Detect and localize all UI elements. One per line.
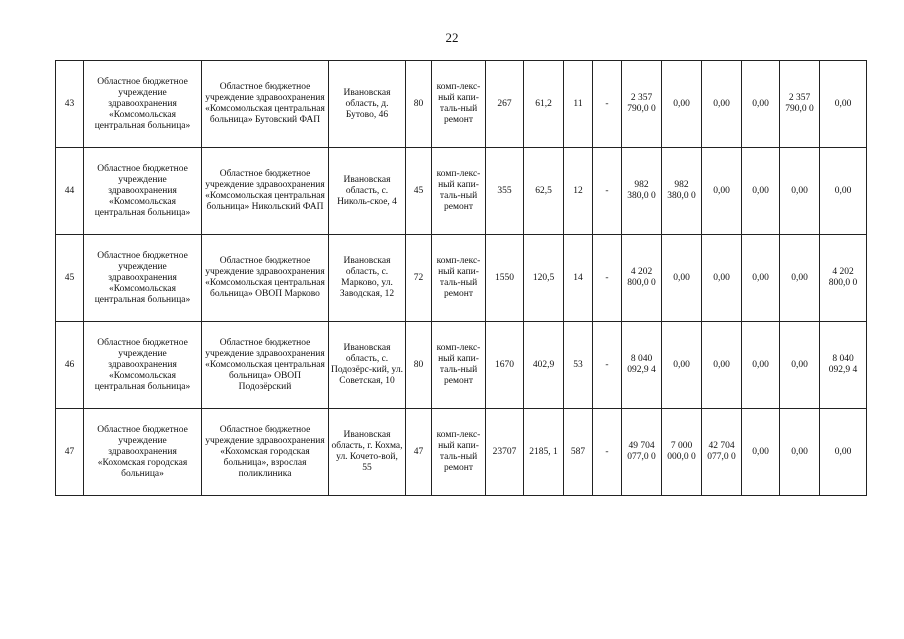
cell-col4: 80 (406, 61, 432, 148)
funding-col4: 0,00 (780, 409, 820, 496)
repair-registry-table (55, 60, 867, 496)
cell-col7: 61,2 (524, 61, 564, 148)
funding-col4: 0,00 (780, 148, 820, 235)
work-type: комп-лекс-ный капи-таль-ный ремонт (432, 148, 486, 235)
cell-col8: 12 (564, 148, 593, 235)
facility-name: Областное бюджетное учреждение здравоохранения «Комсомольская центральная больница» ОВОП Подозёрский (202, 322, 329, 409)
row-number: 47 (56, 409, 84, 496)
funding-col3: 0,00 (742, 409, 780, 496)
institution-name: Областное бюджетное учреждение здравоохранения «Кохомская городская больница» (84, 409, 202, 496)
cell-col9: - (593, 409, 622, 496)
cell-col4: 45 (406, 148, 432, 235)
cell-col4: 80 (406, 322, 432, 409)
funding-col5: 8 040 092,9 4 (820, 322, 867, 409)
institution-name: Областное бюджетное учреждение здравоохранения «Комсомольская центральная больница» (84, 61, 202, 148)
funding-col3: 0,00 (742, 322, 780, 409)
cell-col6: 1550 (486, 235, 524, 322)
funding-col4: 2 357 790,0 0 (780, 61, 820, 148)
work-type: комп-лекс-ный капи-таль-ный ремонт (432, 409, 486, 496)
cell-col6: 355 (486, 148, 524, 235)
funding-col5: 0,00 (820, 148, 867, 235)
funding-col2: 0,00 (702, 148, 742, 235)
funding-col1: 0,00 (662, 322, 702, 409)
table-row (56, 235, 867, 322)
work-type: комп-лекс-ный капи-таль-ный ремонт (432, 322, 486, 409)
funding-col3: 0,00 (742, 61, 780, 148)
funding-col2: 42 704 077,0 0 (702, 409, 742, 496)
page-number: 22 (445, 30, 459, 45)
funding-col4: 0,00 (780, 235, 820, 322)
funding-col2: 0,00 (702, 322, 742, 409)
table-row (56, 409, 867, 496)
cell-col8: 11 (564, 61, 593, 148)
work-type: комп-лекс-ный капи-таль-ный ремонт (432, 61, 486, 148)
cell-col8: 587 (564, 409, 593, 496)
row-number: 43 (56, 61, 84, 148)
cell-col7: 62,5 (524, 148, 564, 235)
table-row (56, 148, 867, 235)
funding-col1: 0,00 (662, 61, 702, 148)
cell-col8: 53 (564, 322, 593, 409)
cell-col9: - (593, 235, 622, 322)
table-row (56, 61, 867, 148)
funding-col1: 7 000 000,0 0 (662, 409, 702, 496)
cell-col7: 120,5 (524, 235, 564, 322)
table-row (56, 322, 867, 409)
cell-col9: - (593, 148, 622, 235)
funding-col4: 0,00 (780, 322, 820, 409)
funding-col1: 0,00 (662, 235, 702, 322)
cell-col6: 267 (486, 61, 524, 148)
facility-name: Областное бюджетное учреждение здравоохранения «Комсомольская центральная больница» ОВОП Марково (202, 235, 329, 322)
funding-col1: 982 380,0 0 (662, 148, 702, 235)
facility-address: Ивановская область, с. Марково, ул. Заводская, 12 (329, 235, 406, 322)
cell-col7: 402,9 (524, 322, 564, 409)
work-type: комп-лекс-ный капи-таль-ный ремонт (432, 235, 486, 322)
total-cost: 2 357 790,0 0 (622, 61, 662, 148)
facility-address: Ивановская область, с. Николь-ское, 4 (329, 148, 406, 235)
cell-col9: - (593, 322, 622, 409)
total-cost: 982 380,0 0 (622, 148, 662, 235)
facility-name: Областное бюджетное учреждение здравоохранения «Комсомольская центральная больница» Никольский ФАП (202, 148, 329, 235)
cell-col6: 1670 (486, 322, 524, 409)
cell-col8: 14 (564, 235, 593, 322)
funding-col3: 0,00 (742, 235, 780, 322)
cell-col6: 23707 (486, 409, 524, 496)
row-number: 44 (56, 148, 84, 235)
facility-address: Ивановская область, д. Бутово, 46 (329, 61, 406, 148)
cell-col4: 47 (406, 409, 432, 496)
funding-col5: 0,00 (820, 409, 867, 496)
total-cost: 4 202 800,0 0 (622, 235, 662, 322)
facility-name: Областное бюджетное учреждение здравоохранения «Кохомская городская больница», взрослая поликлиника (202, 409, 329, 496)
facility-address: Ивановская область, г. Кохма, ул. Кочето-вой, 55 (329, 409, 406, 496)
funding-col5: 4 202 800,0 0 (820, 235, 867, 322)
facility-address: Ивановская область, с. Подозёрс-кий, ул. Советская, 10 (329, 322, 406, 409)
cell-col9: - (593, 61, 622, 148)
institution-name: Областное бюджетное учреждение здравоохранения «Комсомольская центральная больница» (84, 148, 202, 235)
funding-col2: 0,00 (702, 61, 742, 148)
funding-col3: 0,00 (742, 148, 780, 235)
cell-col4: 72 (406, 235, 432, 322)
total-cost: 49 704 077,0 0 (622, 409, 662, 496)
funding-col2: 0,00 (702, 235, 742, 322)
funding-col5: 0,00 (820, 61, 867, 148)
institution-name: Областное бюджетное учреждение здравоохранения «Комсомольская центральная больница» (84, 322, 202, 409)
row-number: 46 (56, 322, 84, 409)
institution-name: Областное бюджетное учреждение здравоохранения «Комсомольская центральная больница» (84, 235, 202, 322)
total-cost: 8 040 092,9 4 (622, 322, 662, 409)
row-number: 45 (56, 235, 84, 322)
cell-col7: 2185, 1 (524, 409, 564, 496)
facility-name: Областное бюджетное учреждение здравоохранения «Комсомольская центральная больница» Бутовский ФАП (202, 61, 329, 148)
